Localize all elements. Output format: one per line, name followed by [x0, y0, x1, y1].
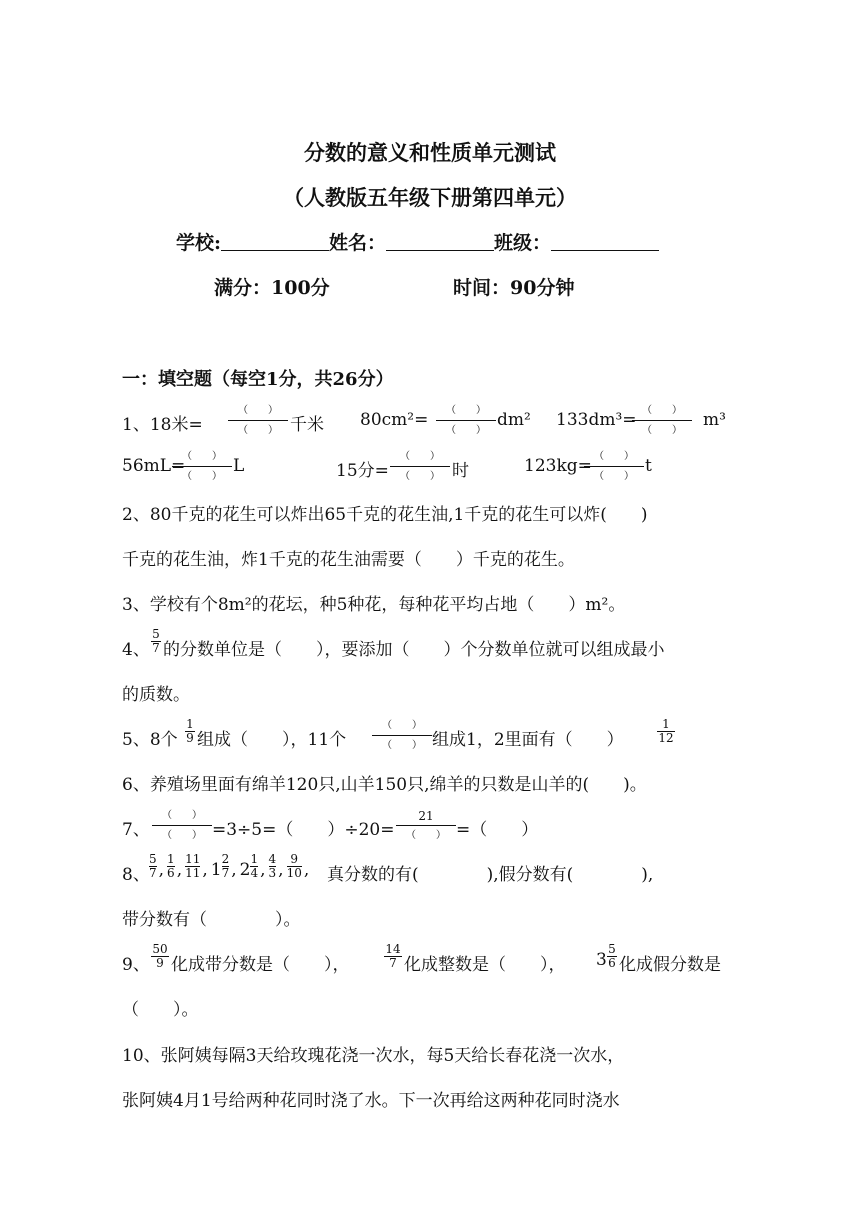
name-blank[interactable]	[386, 232, 494, 251]
q8-fraction	[149, 853, 166, 880]
q2-line1: 2、80千克的花生可以炸出65千克的花生油,1千克的花生可以炸( )	[122, 505, 648, 525]
q9-fraction-2: 14 7	[385, 942, 401, 970]
q1-d-post: L	[233, 456, 245, 476]
q5-pre: 5、8个	[122, 730, 178, 750]
q8-line2: 带分数有（ ）。	[122, 910, 301, 930]
q1-a-pre: 1、18米=	[122, 415, 203, 435]
q9-line2: （ ）。	[122, 1000, 199, 1020]
q1-e-pre: 15分=	[336, 461, 389, 481]
q8-fraction-denominator: 6	[167, 866, 175, 880]
name-label: 姓名：	[329, 232, 387, 254]
q7-blank-fraction[interactable]: （ ） （ ）	[152, 808, 212, 844]
q8-fraction-numerator: 11	[185, 852, 201, 866]
q3-line1: 3、学校有个8m²的花坛，种5种花，每种花平均占地（ ）m²。	[122, 595, 626, 615]
q4-fraction: 5 7	[152, 627, 160, 655]
q1-e-post: 时	[452, 461, 469, 481]
q1-a-fraction[interactable]: （ ） （ ）	[228, 403, 288, 439]
q8-comma: ,	[231, 860, 237, 880]
q8-comma: ,	[176, 860, 183, 880]
q8-fraction	[185, 853, 210, 880]
q7-post: =（ ）	[456, 820, 539, 840]
q8-fraction-numerator: 4	[268, 852, 277, 866]
exam-time: 时间：90分钟	[453, 277, 575, 299]
q9-t1: 化成带分数是（ ），	[171, 955, 350, 975]
full-score: 满分：100分	[214, 277, 330, 299]
school-blank[interactable]	[221, 232, 329, 251]
q1-e-fraction[interactable]: （ ） （ ）	[390, 449, 450, 485]
q1-d-fraction[interactable]: （ ） （ ）	[172, 449, 232, 485]
q10-line2: 张阿姨4月1号给两种花同时浇了水。下一次再给这两种花同时浇水	[122, 1091, 620, 1111]
q1-a-post: 千米	[290, 415, 324, 435]
q9-t3: 化成假分数是	[619, 955, 721, 975]
q1-b-fraction[interactable]: （ ） （ ）	[436, 403, 496, 439]
q8-fraction	[287, 853, 312, 880]
q8-comma: ,	[260, 860, 266, 880]
q1-f-fraction[interactable]: （ ） （ ）	[584, 449, 644, 485]
q7-pre: 7、	[122, 820, 150, 840]
q9-fraction-1: 50 9	[152, 942, 168, 970]
q8-fraction-list	[149, 853, 312, 889]
section-heading: 一：填空题（每空1分，共26分）	[122, 369, 394, 390]
page-title: 分数的意义和性质单元测试	[304, 140, 556, 165]
student-info-row	[176, 228, 659, 255]
class-blank[interactable]	[551, 232, 659, 251]
q8-fraction-whole: 1	[210, 860, 222, 880]
q8-fraction-numerator: 9	[290, 852, 299, 866]
q1-c-pre: 133dm³=	[556, 410, 637, 430]
q2-line2: 千克的花生油，炸1千克的花生油需要（ ）千克的花生。	[122, 550, 575, 570]
q8-fraction-denominator: 4	[250, 866, 259, 880]
q9-mixed-whole: 3	[596, 950, 607, 970]
q8-fraction	[240, 853, 268, 880]
q8-fraction-denominator: 11	[185, 866, 201, 880]
q8-fraction	[211, 853, 239, 880]
q1-d-pre: 56mL=	[122, 456, 186, 476]
q8-comma: ,	[202, 860, 208, 880]
q8-fraction	[269, 853, 286, 880]
q5-mid2: 组成1，2里面有（ ）	[432, 730, 624, 750]
q4-pre: 4、	[122, 640, 150, 660]
q10-line1: 10、张阿姨每隔3天给玫瑰花浇一次水，每5天给长春花浇一次水，	[122, 1046, 625, 1066]
q8-fraction-numerator: 2	[221, 852, 230, 866]
q8-comma: ,	[278, 860, 284, 880]
q8-fraction-numerator: 5	[149, 852, 157, 866]
q8-comma: ,	[303, 860, 310, 880]
q1-f-post: t	[645, 456, 652, 476]
q1-f-pre: 123kg=	[524, 456, 592, 476]
q1-c-fraction[interactable]: （ ） （ ）	[632, 403, 692, 439]
q1-b-post: dm²	[497, 410, 531, 430]
q8-comma: ,	[158, 860, 165, 880]
q8-fraction-numerator: 1	[167, 852, 175, 866]
q5-mid1: 组成（ ），11个	[197, 730, 347, 750]
q8-fraction-numerator: 1	[250, 852, 259, 866]
q5-blank-fraction[interactable]: （ ） （ ）	[372, 718, 432, 754]
q1-b-pre: 80cm²=	[360, 410, 429, 430]
class-label: 班级：	[494, 232, 552, 254]
q1-c-post: m³	[703, 410, 726, 430]
q4-line2: 的质数。	[122, 685, 190, 705]
q4-post: 的分数单位是（ ），要添加（ ）个分数单位就可以组成最小	[163, 640, 665, 660]
q8-fraction-denominator: 10	[286, 866, 302, 880]
page-subtitle: （人教版五年级下册第四单元）	[283, 185, 577, 210]
q8-post: 真分数的有( ),假分数有( ),	[327, 865, 654, 885]
q5-fraction-1: 1 9	[186, 717, 194, 745]
q8-fraction-denominator: 7	[149, 866, 157, 880]
q8-fraction-denominator: 7	[221, 866, 230, 880]
q9-pre: 9、	[122, 955, 150, 975]
school-label: 学校:	[176, 232, 222, 254]
q8-fraction	[167, 853, 184, 880]
q7-fraction-21[interactable]: 21 （ ）	[396, 808, 456, 844]
q9-fraction-3: 5 6	[608, 942, 616, 970]
q8-pre: 8、	[122, 865, 150, 885]
q8-fraction-denominator: 3	[268, 866, 277, 880]
q9-t2: 化成整数是（ ），	[404, 955, 566, 975]
q6-line1: 6、养殖场里面有绵羊120只,山羊150只,绵羊的只数是山羊的( )。	[122, 775, 647, 795]
q8-fraction-whole: 2	[239, 860, 251, 880]
q5-fraction-2: 1 12	[658, 717, 674, 745]
q7-mid: =3÷5=（ ）÷20=	[212, 820, 395, 840]
